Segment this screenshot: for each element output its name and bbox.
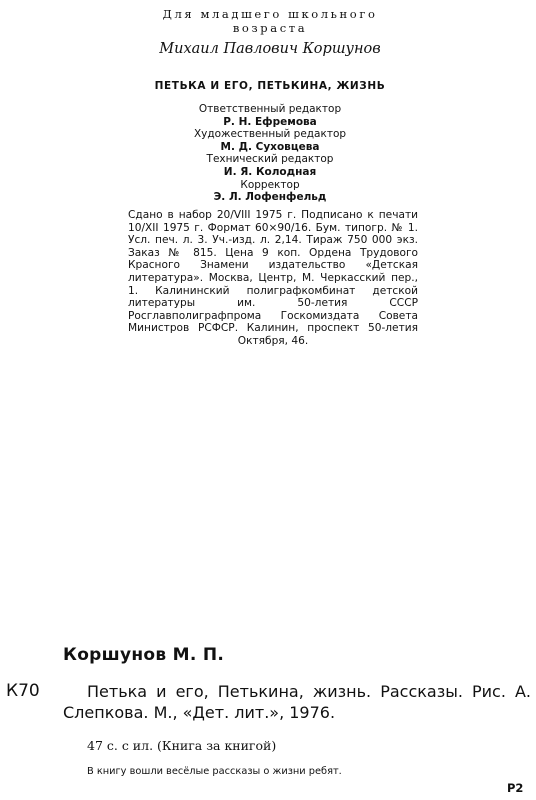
catalog-pages: 47 с. с ил. (Книга за книгой) bbox=[87, 738, 277, 753]
credit-person: Э. Л. Лофенфельд bbox=[213, 191, 327, 204]
credit-role: Ответственный редактор bbox=[198, 103, 342, 115]
imprint-details: Сдано в набор 20/VIII 1975 г. Подписано к печати 10/XII 1975 г. Формат 60×90/16. Бум. типогр. № 1. Усл. печ. л. 3. Уч.-изд. л. 2,14. Тираж 750 000 экз. Заказ № 815. Цена 9 коп. Ордена Трудового Красного Знамени издательство «Детская литература». Москва, Центр, М. Черкасский пер., 1. Калининский полиграфкомбинат детской литературы им. 50-летия СССР Росглавполиграфпрома Госкомиздата Совета Министров РСФСР. Калинин, проспект 50-летия Октября, 46. bbox=[128, 209, 418, 347]
audience-line: возраста bbox=[232, 21, 308, 35]
credit-person: И. Я. Колодная bbox=[223, 165, 317, 178]
credit-role: Технический редактор bbox=[206, 153, 334, 166]
catalog-description: Петька и его, Петькина, жизнь. Рассказы. Рис. А. Слепкова. М., «Дет. лит.», 1976. bbox=[63, 682, 531, 722]
author-name: Михаил Павлович Коршунов bbox=[159, 41, 381, 57]
audience-note bbox=[110, 7, 430, 35]
credit-role: Художественный редактор bbox=[193, 128, 347, 141]
subject-code: Р2 bbox=[507, 781, 524, 795]
credits-block bbox=[110, 103, 430, 204]
book-title: ПЕТЬКА И ЕГО, ПЕТЬКИНА, ЖИЗНЬ bbox=[154, 80, 386, 92]
classification-code: К70 bbox=[6, 681, 40, 701]
credit-person: М. Д. Суховцева bbox=[220, 140, 320, 153]
credit-role: Корректор bbox=[240, 178, 300, 191]
credit-person: Р. Н. Ефремова bbox=[223, 115, 317, 128]
audience-line: Для младшего школьного bbox=[162, 7, 378, 21]
catalog-annotation: В книгу вошли весёлые рассказы о жизни ребят. bbox=[87, 766, 342, 777]
catalog-author: Коршунов М. П. bbox=[63, 645, 225, 665]
